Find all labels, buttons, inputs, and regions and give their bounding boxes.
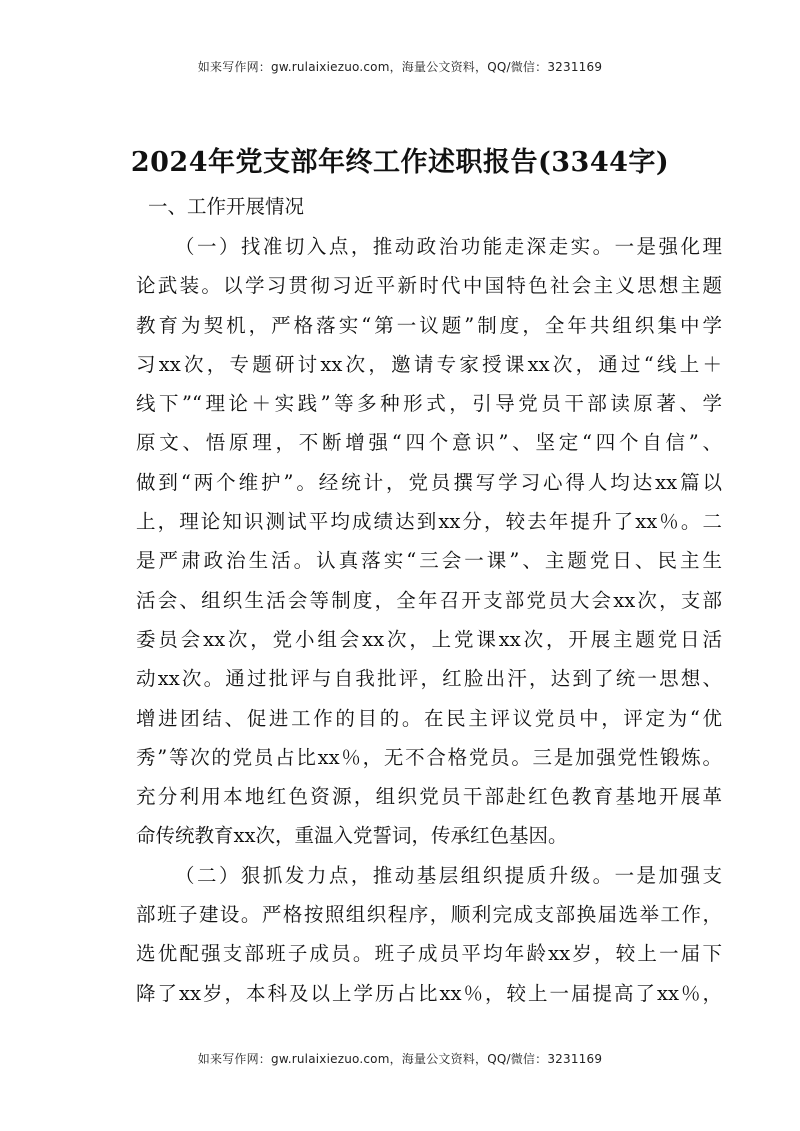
paragraph-line: 活会、组织生活会等制度，全年召开支部党员大会xx次，支部 (136, 588, 722, 612)
document-body (136, 186, 722, 1013)
paragraph-line: （一）找准切入点，推动政治功能走深走实。一是强化理 (175, 235, 722, 258)
paragraph-line: 充分利用本地红色资源，组织党员干部赴红色教育基地开展革 (136, 785, 722, 809)
paragraph-line: 命传统教育xx次，重温入党誓词，传承红色基因。 (136, 824, 568, 848)
paragraph-line: （二）狠抓发力点，推动基层组织提质升级。一是加强支 (175, 863, 722, 887)
section-heading: 一、工作开展情况 (148, 195, 305, 218)
paragraph-line: 选优配强支部班子成员。班子成员平均年龄xx岁，较上一届下 (136, 942, 722, 966)
paragraph-line: 是严肃政治生活。认真落实“三会一课”、主题党日、民主生 (136, 549, 722, 573)
paragraph-line: 论武装。以学习贯彻习近平新时代中国特色社会主义思想主题 (136, 274, 722, 298)
paragraph-line: 上，理论知识测试平均成绩达到xx分，较去年提升了xx％。二 (136, 510, 722, 534)
page-title: 2024年党支部年终工作述职报告(3344字) (130, 147, 670, 178)
paragraph-2 (136, 856, 722, 1013)
paragraph-line: 秀”等次的党员占比xx％，无不合格党员。三是加强党性锻炼。 (136, 745, 722, 769)
paragraph-line: 习xx次，专题研讨xx次，邀请专家授课xx次，通过“线上＋ (136, 352, 722, 376)
paragraph-line: 做到“两个维护”。经统计，党员撰写学习心得人均达xx篇以 (136, 470, 722, 494)
paragraph-line: 动xx次。通过批评与自我批评，红脸出汗，达到了统一思想、 (136, 667, 722, 691)
paragraph-line: 线下”“理论＋实践”等多种形式，引导党员干部读原著、学 (136, 392, 722, 416)
paragraph-line: 部班子建设。严格按照组织程序，顺利完成支部换届选举工作， (136, 903, 722, 927)
paragraph-line: 教育为契机，严格落实“第一议题”制度，全年共组织集中学 (136, 313, 722, 337)
paragraph-line: 增进团结、促进工作的目的。在民主评议党员中，评定为“优 (136, 706, 722, 730)
paragraph-1 (136, 227, 722, 856)
paragraph-line: 委员会xx次，党小组会xx次，上党课xx次，开展主题党日活 (136, 627, 722, 651)
paragraph-line: 原文、悟原理，不断增强“四个意识”、坚定“四个自信”、 (136, 431, 722, 455)
header-watermark-note: 如来写作网：gw.rulaixiezuo.com，海量公文资料，QQ/微信：3231169 (197, 60, 603, 74)
paragraph-line: 降了xx岁，本科及以上学历占比xx％，较上一届提高了xx％， (136, 981, 722, 1005)
footer-watermark-note: 如来写作网：gw.rulaixiezuo.com，海量公文资料，QQ/微信：3231169 (197, 1052, 603, 1066)
